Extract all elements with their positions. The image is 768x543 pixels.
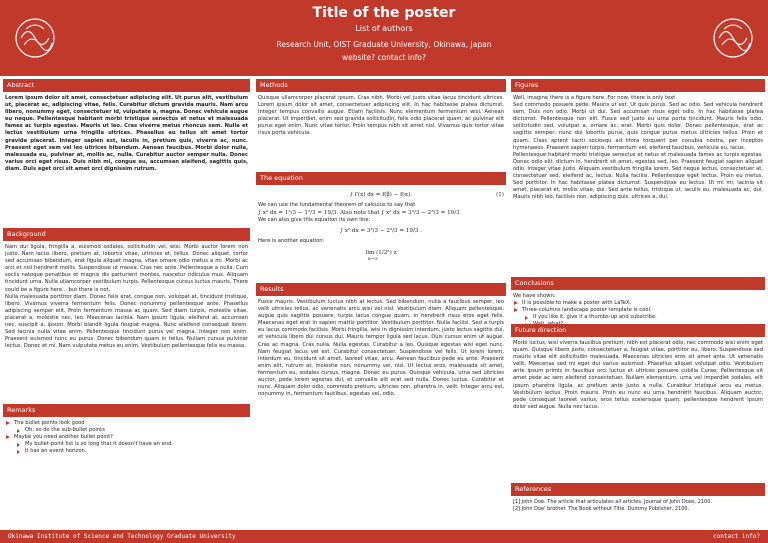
equation-4-subscript: u→∞: [367, 257, 379, 263]
figures-title: Figures: [511, 79, 765, 92]
list-item: It has an event horizon.: [5, 448, 248, 455]
future-title: Future direction: [511, 324, 765, 337]
logo-right: [698, 0, 768, 76]
remarks-block: [3, 404, 250, 455]
figures-text-3: Pellentesque habitant morbi tristique senectus et netus et malesuada fames ac turpis egestas. Donec odio elit, dictum in, hendrerit sit amet, egestas sed, leo. Praesent feugiat sapien aliquet odio. Integer vitae justo. Aliquam vestibulum fringilla lorem. Sed neque lectus, consectetuer at, consectetuer sed, eleifend ac, lectus. Nulla facilisi. Pellentesque eget lectus. Proin eu metus. Sed porttitor. In hac habitasse platea dictumst. Suspendisse eu lectus. Ut mi mi, lacinia sit amet, placerat et, mollis vitae, dui. Sed ante tellus, tristique ut, iaculis eu, malesuada ac, dui. Mauris nibh leo, facilisis non, adipiscing quis, ultrices a, dui.: [513, 151, 763, 201]
list-item: If you like it, give it a thumbs-up and subscribe.: [513, 314, 763, 321]
sub-bullet-icon: [17, 429, 20, 433]
sub-bullet-icon: [17, 443, 20, 447]
methods-block: [256, 79, 506, 138]
figures-block: [511, 79, 765, 201]
abstract-title: Abstract: [3, 79, 250, 92]
equation-2: ∫ x² dx = 1³/3 − 1³/3 = 19/3. Also note that ∫ x² dx = 3³/3 − 2³/3 = 19/3: [258, 210, 460, 217]
equation-1-number: (1): [496, 192, 504, 198]
bullet-icon: [514, 308, 518, 312]
results-block: [256, 283, 506, 398]
references-block: [511, 483, 765, 513]
remarks-title: Remarks: [3, 404, 250, 417]
figures-text-2: Sed commodo posuere pede. Mauris ut est. Ut quis purus. Sed ac odio. Sed vehicula hendrerit sem. Duis non odio. Morbi ut dui. Sed accumsan risus eget odio. In hac habitasse platea dictumst. Pellentesque non elit. Fusce sed justo eu urna porta tincidunt. Mauris felis odio, sollicitudin sed, volutpat a, ornare ac, erat. Morbi quis dolor. Donec pellentesque, erat ac sagittis semper, nunc dui lobortis purus, quis congue purus metus ultricies tellus. Proin et quam. Class aptent taciti sociosqu ad litora torquent per conubia nostra, per inceptos hymenaeos. Praesent sapien turpis, fermentum vel, eleifend faucibus, vehicula eu, lacus.: [513, 102, 763, 151]
bullet-icon: [6, 435, 10, 439]
bullet-icon: [6, 421, 10, 425]
methods-title: Methods: [256, 79, 506, 92]
sub-bullet-icon: [525, 316, 528, 320]
remarks-list: [3, 417, 250, 455]
sub-bullet-icon: [17, 450, 20, 454]
poster-institute: Research Unit, OIST Graduate University, Okinawa, Japan: [276, 40, 492, 49]
footer-contact: contact info?: [713, 533, 760, 540]
abstract-text: Lorem ipsum dolor sit amet, consectetuer adipiscing elit. Ut purus elit, vestibulum ut, placerat ac, adipiscing vitae, felis. Curabitur dictum gravida mauris. Nam arcu libero, nonummy eget, consectetuer id, vulputate a, magna. Donec vehicula augue eu neque. Pellentesque habitant morbi tristique senectus et netus et malesuada fames ac turpis egestas. Mauris ut leo. Cras viverra metus rhoncus sem. Nulla et lectus vestibulum urna fringilla ultrices. Phasellus eu tellus sit amet tortor gravida placerat. Integer sapien est, iaculis in, pretium quis, viverra ac, nunc. Praesent eget sem vel leo ultrices bibendum. Aenean faucibus. Morbi dolor nulla, malesuada eu, pulvinar at, mollis ac, nulla. Curabitur auctor semper nulla. Donec varius orci eget risus. Duis nibh mi, congue eu, accumsan eleifend, sagittis quis, diam. Duis eget orci sit amet orci dignissim rutrum.: [5, 95, 248, 172]
equation-1: ∫ f′(x) dx = f(β) − f(α). (1): [349, 192, 504, 198]
references-list: [511, 496, 765, 513]
footer-institution: Okinawa Institute of Science and Technology Graduate University: [8, 533, 236, 540]
equation-4: lim (1/2ⁿ) z: [365, 250, 397, 257]
results-title: Results: [256, 283, 506, 296]
background-title: Background: [3, 228, 250, 241]
references-title: References: [511, 483, 765, 496]
equation-text-3: Here is another equation:: [258, 238, 325, 245]
list-item: Maybe you need another bullet point?: [5, 434, 248, 441]
poster-title: Title of the poster: [312, 5, 456, 21]
list-item: Three-columns landscape poster template is cool.: [513, 307, 763, 314]
poster-authors: List of authors: [355, 24, 413, 33]
list-item: The bullet points look good: [5, 420, 248, 427]
conclusions-title: Conclusions: [511, 277, 765, 290]
methods-text: Quisque ullamcorper placerat ipsum. Cras nibh. Morbi vel justo vitae lacus tincidunt ultrices. Lorem ipsum dolor sit amet, consectetuer adipiscing elit. In hac habitasse platea dictumst. Integer tempus convallis augue. Etiam facilisis. Nunc elementum fermentum wisi. Aenean placerat. Ut imperdiet, enim sed gravida sollicitudin, felis odio placerat quam, ac pulvinar elit purus eget enim. Nunc vitae tortor. Proin tempus nibh sit amet nisl. Vivamus quis tortor vitae risus porta vehicula.: [258, 95, 504, 137]
future-text: Morbi luctus, wisi viverra faucibus pretium, nibh est placerat odio, nec commodo wisi enim eget quam. Quisque libero justo, consectetuer a, feugiat vitae, porttitor eu, libero. Suspendisse sed mauris vitae elit sollicitudin malesuada. Maecenas ultricies eros sit amet ante. Ut venenatis velit. Maecenas sed mi eget dui varius euismod. Phasellus aliquet volutpat odio. Vestibulum ante ipsum primis in faucibus orci luctus et ultrices posuere cubilia Curae; Pellentesque sit amet pede ac sem eleifend consectetuer. Nullam elementum, urna vel imperdiet sodales, elit ipsum pharetra ligula, ac pretium ante justo a nulla. Curabitur tristique arcu eu metus. Vestibulum lectus. Proin mauris. Proin eu nunc eu urna hendrerit faucibus. Aliquam auctor, pede consequat laoreet varius, eros tellus scelerisque quam, pellentesque hendrerit ipsum dolor sed augue. Nulla nec lacus.: [513, 340, 763, 410]
future-block: [511, 324, 765, 411]
list-item: It is possible to make a poster with LaTeX.: [513, 300, 763, 307]
equation-body: [256, 185, 506, 262]
reference-item: [2] John Doe' brother. The Book without Title. Dummy Publisher, 2100.: [513, 506, 690, 512]
abstract-block: [3, 79, 250, 173]
equation-text-1: We can use the fundamental theorem of calculus to say that: [258, 202, 416, 208]
results-text: Fusce mauris. Vestibulum luctus nibh at lectus. Sed bibendum, nulla a faucibus semper, leo velit ultricies tellus, ac venenatis arcu wisi vel nisl. Vestibulum diam. Aliquam pellentesque, augue quis sagittis posuere, turpis lacus congue quam, in hendrerit risus eros eget felis. Maecenas eget erat in sapien mattis porttitor. Vestibulum porttitor. Nulla facilisi. Sed a turpis eu lacus commodo facilisis. Morbi fringilla, wisi in dignissim interdum, justo lectus sagittis dui, et vehicula libero dui cursus dui. Mauris tempor ligula sed lacus. Duis cursus enim ut augue. Cras ac magna. Cras nulla. Nulla egestas. Curabitur a leo. Quisque egestas wisi eget nunc. Nam feugiat lacus vel est. Curabitur consectetuer. Suspendisse vel felis. Ut lorem lorem, interdum eu, tincidunt sit amet, laoreet vitae, arcu. Aenean faucibus pede eu ante. Praesent enim elit, rutrum at, molestie non, nonummy vel, nisl. Ut lectus eros, malesuada sit amet, fermentum eu, sodales cursus, magna. Donec eu purus. Quisque vehicula, urna sed ultricies auctor, pede lorem egestas dui, et convallis elit erat sed nulla. Donec luctus. Curabitur et nunc. Aliquam dolor odio, commodo pretium, ultricies non, pharetra in, velit. Integer arcu est, nonummy in, fermentum faucibus, egestas vel, odio.: [258, 299, 504, 398]
bullet-icon: [514, 301, 518, 305]
reference-item: [1] John Doe. The article that articulates all articles. Journal of John Does, 2100.: [513, 499, 713, 505]
conclusions-block: [511, 277, 765, 328]
list-item: Oh, so do the sub-bullet points: [5, 427, 248, 434]
poster-header: [0, 0, 768, 76]
poster-links: website? contact info?: [342, 53, 426, 62]
background-text-2: Nulla malesuada porttitor diam. Donec felis erat, congue non, volutpat at, tincidunt tristique, libero. Vivamus viverra fermentum felis. Donec nonummy pellentesque ante. Phasellus adipiscing semper elit. Proin fermentum massa ac quam. Sed diam turpis, molestie vitae, placerat a, molestie nec, leo. Maecenas lacinia. Nam ipsum ligula, eleifend at, accumsan nec, suscipit a, ipsum. Morbi blandit ligula feugiat magna. Nunc eleifend consequat lorem. Sed lacinia nulla vitae enim. Pellentesque tincidunt purus vel magna. Integer non enim. Praesent euismod nunc eu purus. Donec bibendum quam in tellus. Nullam cursus pulvinar lectus. Donec et mi. Nam vulputate metus eu enim. Vestibulum pellentesque felis eu massa.: [5, 293, 248, 350]
poster-footer: [0, 530, 768, 543]
logo-right-icon: [710, 15, 756, 61]
equation-text-2: We can also give this equation its own line:: [258, 217, 371, 224]
list-item: My bullet-point list is so long that it doesn't have an end.: [5, 441, 248, 448]
conclusions-intro: We have shown:: [513, 293, 556, 299]
equation-3: ∫ x² dx = 3³/3 − 2³/3 = 19/3 .: [340, 228, 422, 235]
background-block: [3, 228, 250, 350]
equation-block: [256, 172, 506, 262]
background-text-1: Nam dui ligula, fringilla a, euismod sodales, sollicitudin vel, wisi. Morbi auctor lorem non justo. Nam lacus libero, pretium at, lobortis vitae, ultricies et, tellus. Donec aliquet, tortor sed accumsan bibendum, erat ligula aliquet magna, vitae ornare odio metus a mi. Morbi ac orci et nisl hendrerit mollis. Suspendisse ut massa. Cras nec ante. Pellentesque a nulla. Cum sociis natoque penatibus et magnis dis parturient montes, nascetur ridiculus mus. Aliquam tincidunt urna. Nulla ullamcorper vestibulum turpis. Pellentesque cursus luctus mauris. There could be a figure here... but there is not.: [5, 244, 248, 293]
equation-title: The equation: [256, 172, 506, 185]
figures-text-1: Well, imagine there is a figure here. For now, there is only text.: [513, 95, 677, 101]
